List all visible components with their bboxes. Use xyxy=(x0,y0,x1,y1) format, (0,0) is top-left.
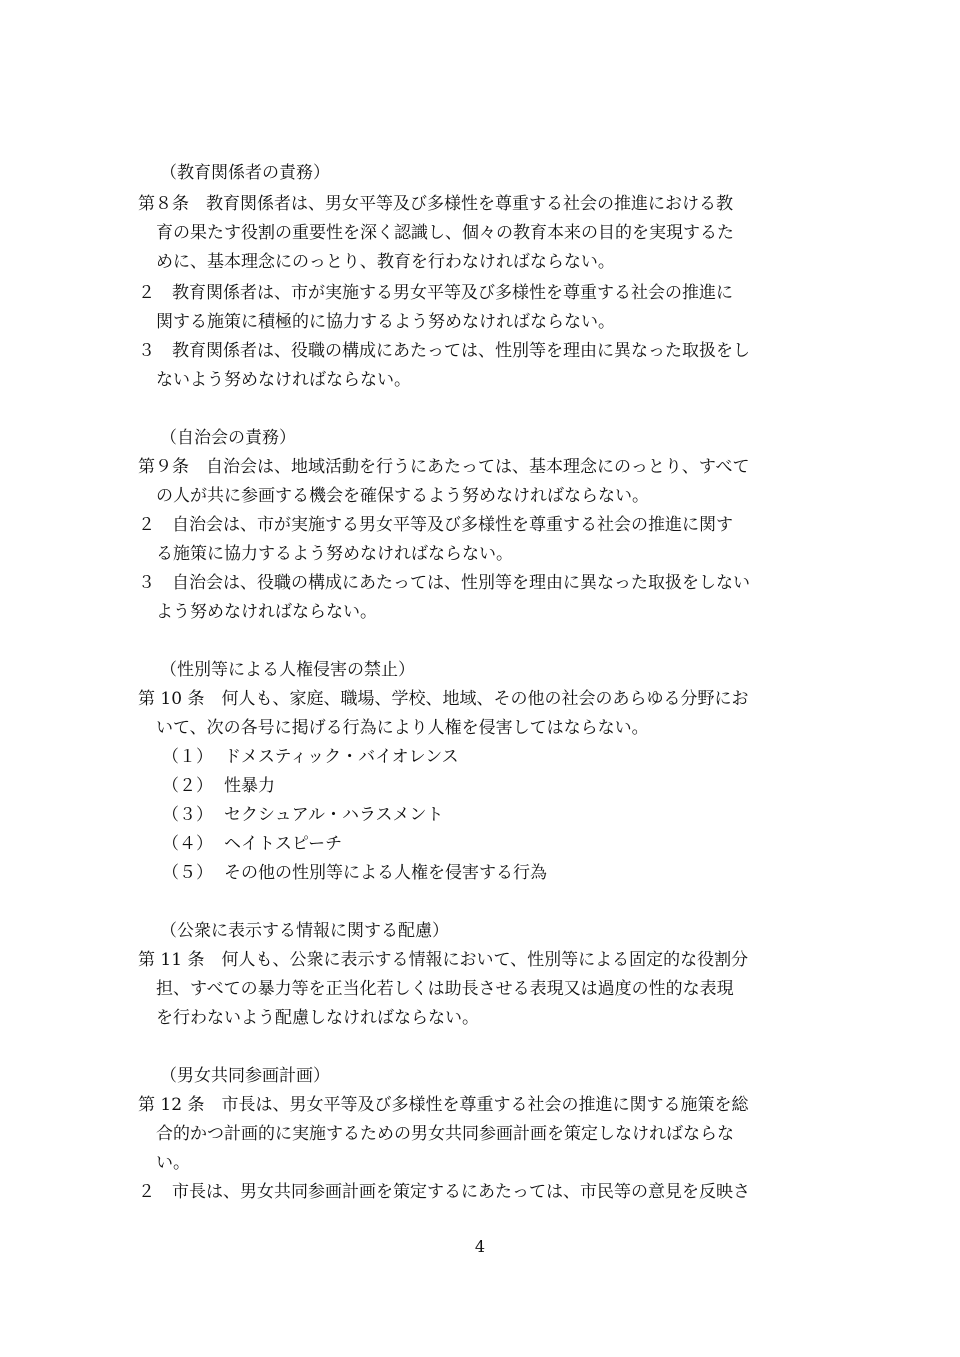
article-12-line: 合的かつ計画的に実施するための男女共同参画計画を策定しなければならな xyxy=(156,1124,734,1144)
list-item-number: （５） xyxy=(162,863,213,883)
article-12-paragraph-2: ２ 市長は、男女共同参画計画を策定するにあたっては、市民等の意見を反映さ xyxy=(138,1182,750,1202)
article-9-heading: （自治会の責務） xyxy=(160,428,296,448)
article-8-heading: （教育関係者の責務） xyxy=(160,163,330,183)
article-8-line: ないよう努めなければならない。 xyxy=(156,370,411,390)
article-8-paragraph-3: ３ 教育関係者は、役職の構成にあたっては、性別等を理由に異なった取扱をし xyxy=(138,341,750,361)
article-8-paragraph-2: ２ 教育関係者は、市が実施する男女平等及び多様性を尊重する社会の推進に xyxy=(138,283,733,303)
page-number: 4 xyxy=(474,1237,486,1256)
article-12-heading: （男女共同参画計画） xyxy=(160,1066,330,1086)
article-8-line: 第８条 教育関係者は、男女平等及び多様性を尊重する社会の推進における教 xyxy=(138,194,733,214)
list-item xyxy=(162,862,547,884)
article-9-line: の人が共に参画する機会を確保するよう努めなければならない。 xyxy=(156,486,649,506)
article-8-line: めに、基本理念にのっとり、教育を行わなければならない。 xyxy=(156,252,615,272)
article-10-line: いて、次の各号に掲げる行為により人権を侵害してはならない。 xyxy=(156,718,649,738)
list-item-number: （２） xyxy=(162,776,213,796)
article-9-paragraph-3: ３ 自治会は、役職の構成にあたっては、性別等を理由に異なった取扱をしない xyxy=(138,573,750,593)
article-11-line: を行わないよう配慮しなければならない。 xyxy=(156,1008,479,1028)
article-9-line: よう努めなければならない。 xyxy=(156,602,377,622)
article-10-heading: （性別等による人権侵害の禁止） xyxy=(160,660,415,680)
list-item-text: 性暴力 xyxy=(224,776,275,796)
article-9-paragraph-2: ２ 自治会は、市が実施する男女平等及び多様性を尊重する社会の推進に関す xyxy=(138,515,733,535)
article-10-line: 第 10 条 何人も、家庭、職場、学校、地域、その他の社会のあらゆる分野にお xyxy=(138,689,749,709)
list-item xyxy=(162,775,275,797)
article-11-line: 第 11 条 何人も、公衆に表示する情報において、性別等による固定的な役割分 xyxy=(138,950,749,970)
article-11-heading: （公衆に表示する情報に関する配慮） xyxy=(160,921,449,941)
list-item xyxy=(162,804,443,826)
article-12-line: 第 12 条 市長は、男女平等及び多様性を尊重する社会の推進に関する施策を総 xyxy=(138,1095,749,1115)
list-item xyxy=(162,746,459,768)
list-item xyxy=(162,833,342,855)
article-11-line: 担、すべての暴力等を正当化若しくは助長させる表現又は過度の性的な表現 xyxy=(156,979,734,999)
article-9-line: 第９条 自治会は、地域活動を行うにあたっては、基本理念にのっとり、すべて xyxy=(138,457,750,477)
article-9-line: る施策に協力するよう努めなければならない。 xyxy=(156,544,513,564)
article-12-line: い。 xyxy=(156,1153,190,1173)
list-item-number: （４） xyxy=(162,834,213,854)
list-item-number: （１） xyxy=(162,747,213,767)
list-item-text: ドメスティック・バイオレンス xyxy=(224,747,459,767)
list-item-text: ヘイトスピーチ xyxy=(224,834,343,854)
list-item-text: セクシュアル・ハラスメント xyxy=(224,805,444,825)
article-8-line: 関する施策に積極的に協力するよう努めなければならない。 xyxy=(156,312,615,332)
article-8-line: 育の果たす役割の重要性を深く認識し、個々の教育本来の目的を実現するた xyxy=(156,223,734,243)
list-item-text: その他の性別等による人権を侵害する行為 xyxy=(224,863,547,883)
list-item-number: （３） xyxy=(162,805,213,825)
